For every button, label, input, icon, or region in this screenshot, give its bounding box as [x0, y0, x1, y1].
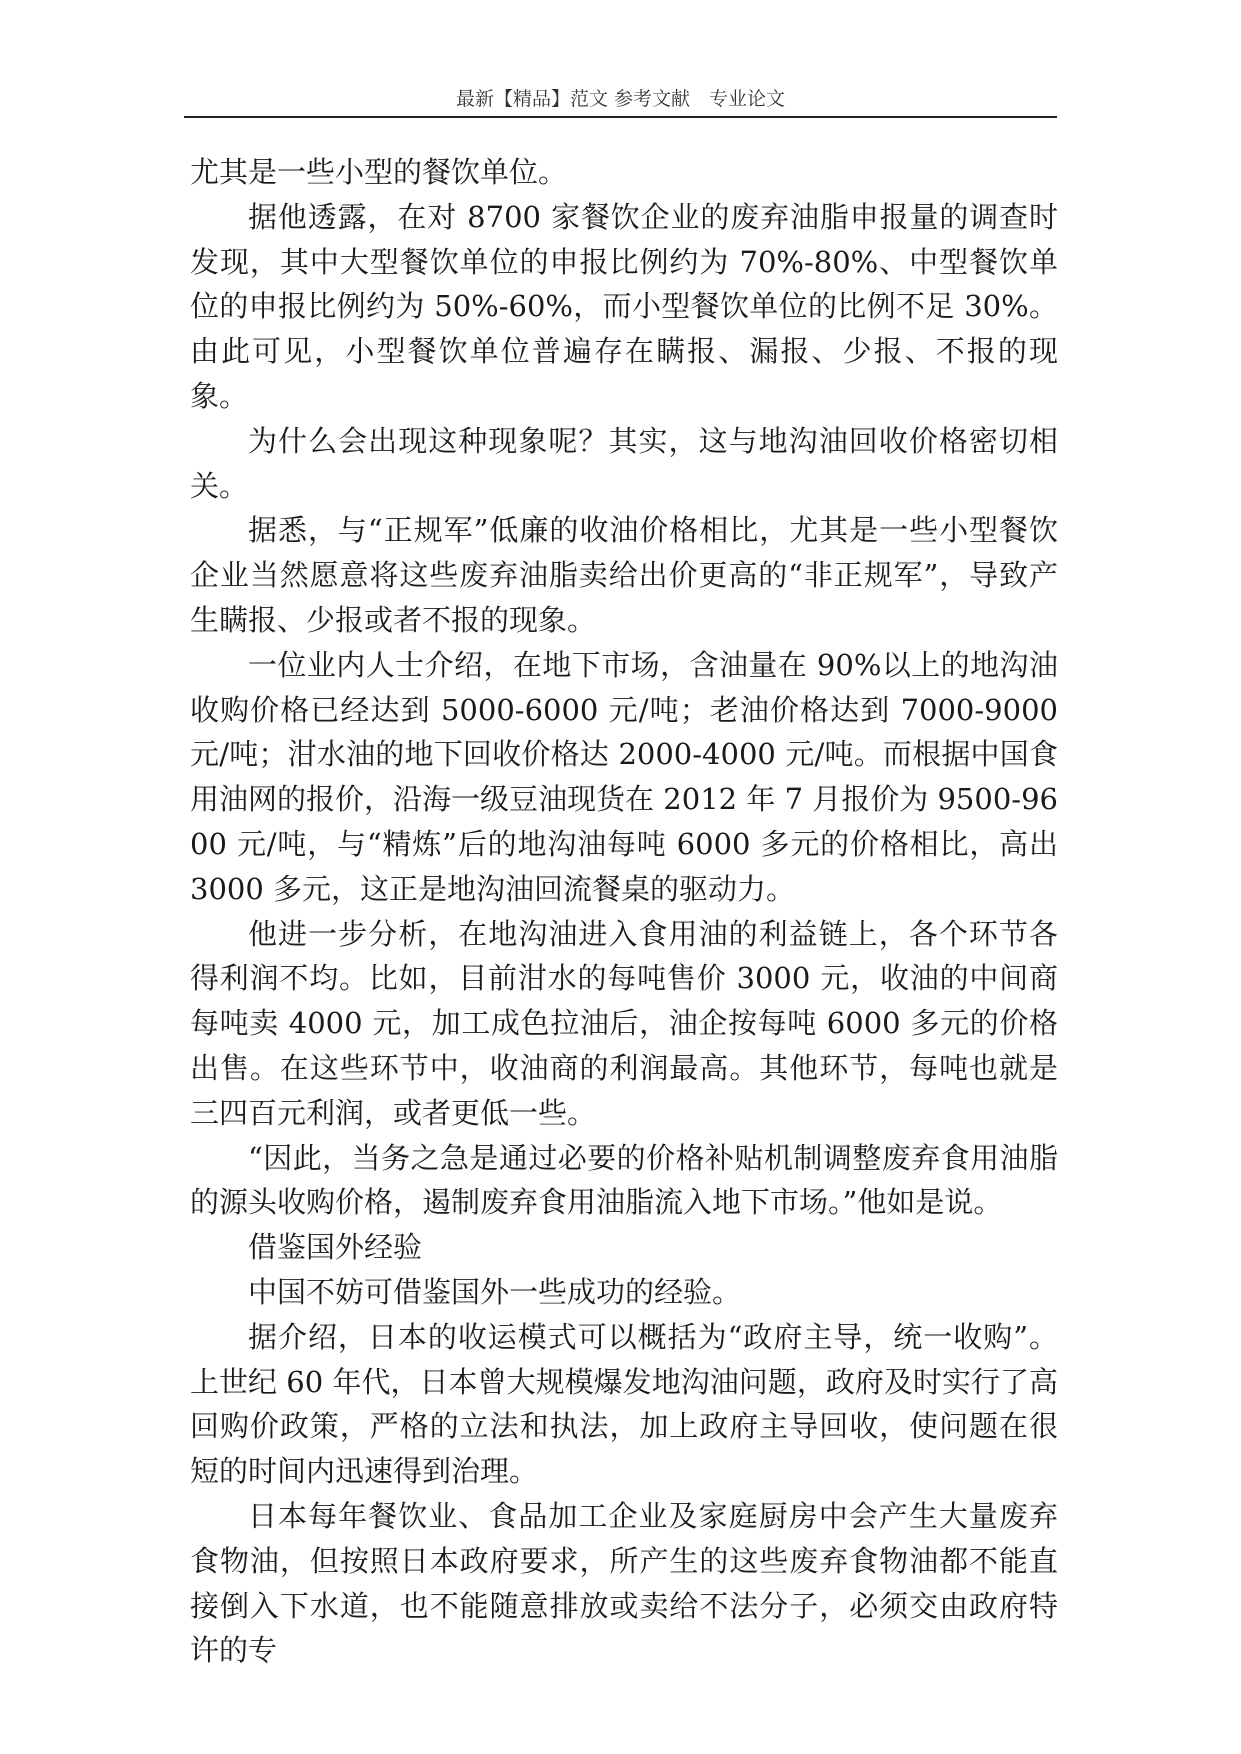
paragraph: 尤其是一些小型的餐饮单位。 [190, 155, 568, 189]
document-body [190, 150, 1058, 1673]
paragraph: 日本每年餐饮业、食品加工企业及家庭厨房中会产生大量废弃食物油，但按照日本政府要求，所产生的这些废弃食物油都不能直接倒入下水道，也不能随意排放或卖给不法分子，必须交由政府特许的专 [190, 1498, 1058, 1668]
page-header [184, 84, 1057, 118]
paragraph: 他进一步分析，在地沟油进入食用油的利益链上，各个环节各得利润不均。比如，目前泔水的每吨售价 3000 元，收油的中间商每吨卖 4000 元，加工成色拉油后，油企按每吨 6000 多元的价格出售。在这些环节中，收油商的利润最高。其他环节，每吨也就是三四百元利润，或者更低一些。 [190, 916, 1058, 1130]
paragraph: 一位业内人士介绍，在地下市场，含油量在 90%以上的地沟油收购价格已经达到 5000-6000 元/吨；老油价格达到 7000-9000 元/吨；泔水油的地下回收价格达 2000-4000 元/吨。而根据中国食用油网的报价，沿海一级豆油现货在 2012 年 7 月报价为 9500-9600 元/吨，与“精炼”后的地沟油每吨 6000 多元的价格相比，高出 3000 多元，这正是地沟油回流餐桌的驱动力。 [190, 647, 1058, 906]
paragraph: 为什么会出现这种现象呢？其实，这与地沟油回收价格密切相关。 [190, 423, 1058, 503]
paragraph: 中国不妨可借鉴国外一些成功的经验。 [248, 1274, 742, 1309]
header-text: 最新【精品】范文 参考文献 专业论文 [455, 88, 786, 110]
paragraph: 据介绍，日本的收运模式可以概括为“政府主导，统一收购”。上世纪 60 年代，日本曾大规模爆发地沟油问题，政府及时实行了高回购价政策，严格的立法和执法，加上政府主导回收，使问题在很短的时间内迅速得到治理。 [190, 1319, 1058, 1489]
paragraph: “因此，当务之急是通过必要的价格补贴机制调整废弃食用油脂的源头收购价格，遏制废弃食用油脂流入地下市场。”他如是说。 [190, 1140, 1058, 1220]
paragraph: 据悉，与“正规军”低廉的收油价格相比，尤其是一些小型餐饮企业当然愿意将这些废弃油脂卖给出价更高的“非正规军”，导致产生瞒报、少报或者不报的现象。 [190, 513, 1058, 637]
section-heading: 借鉴国外经验 [248, 1230, 423, 1265]
paragraph: 据他透露，在对 8700 家餐饮企业的废弃油脂申报量的调查时发现，其中大型餐饮单位的申报比例约为 70%-80%、中型餐饮单位的申报比例约为 50%-60%，而小型餐饮单位的比例不足 30%。由此可见，小型餐饮单位普遍存在瞒报、漏报、少报、不报的现象。 [190, 199, 1058, 413]
